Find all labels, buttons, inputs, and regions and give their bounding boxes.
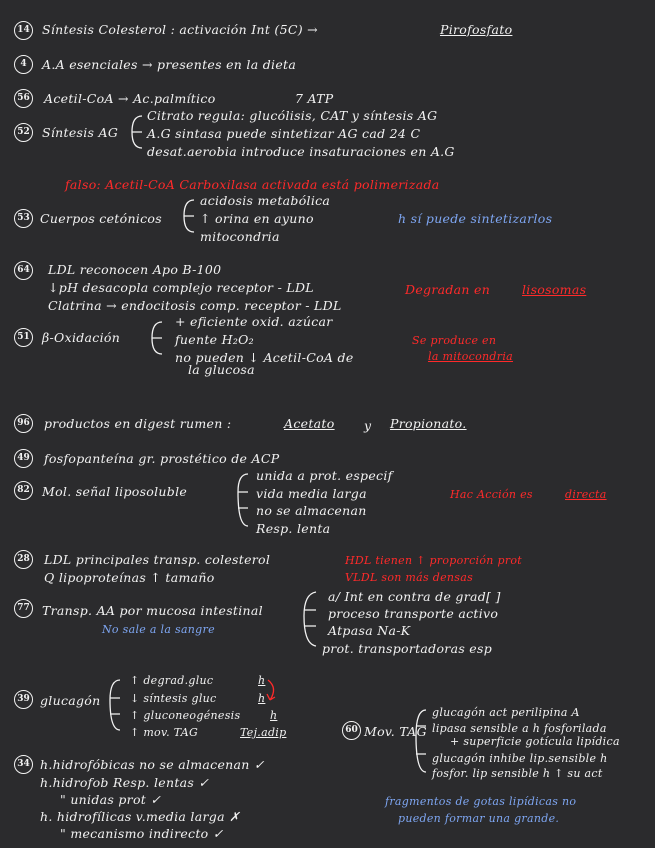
item-number-82: 82 bbox=[14, 481, 33, 500]
note-line: ↓pH desacopla complejo receptor - LDL bbox=[48, 280, 314, 295]
branch-label: Cuerpos cetónicos bbox=[40, 211, 162, 226]
note-line: A.A esenciales → presentes en la dieta bbox=[42, 57, 297, 72]
note-underlined: Propionato. bbox=[390, 416, 467, 431]
red-note: HDL tienen ↑ proporción prot bbox=[345, 554, 523, 567]
branch-item: + superficie gotícula lipídica bbox=[450, 735, 620, 748]
branch-item: glucagón inhibe lip.sensible h bbox=[432, 752, 608, 765]
branch-item: Atpasa Na-K bbox=[328, 623, 411, 638]
red-note-underlined: lisosomas bbox=[522, 282, 587, 297]
branch-item: acidosis metabólica bbox=[200, 193, 331, 208]
branch-item: proceso transporte activo bbox=[328, 606, 499, 621]
item-number-4: 4 bbox=[14, 55, 33, 74]
branch-item: mitocondria bbox=[200, 229, 280, 244]
note-line: fosfopanteína gr. prostético de ACP bbox=[44, 451, 280, 466]
red-note-falso: falso: Acetil-CoA Carboxilasa activada está polimerizada bbox=[65, 177, 440, 192]
item-number-52: 52 bbox=[14, 123, 33, 142]
branch-label: glucagón bbox=[40, 693, 101, 708]
item-number-77: 77 bbox=[14, 599, 33, 618]
branch-item: A.G sintasa puede sintetizar AG cad 24 C bbox=[147, 126, 421, 141]
branch-arrows bbox=[182, 196, 196, 236]
red-note-underlined: directa bbox=[565, 488, 607, 501]
branch-item: no se almacenan bbox=[256, 503, 367, 518]
branch-item: unida a prot. especif bbox=[256, 468, 393, 483]
branch-item-h: h bbox=[270, 709, 278, 722]
item-number-28: 28 bbox=[14, 550, 33, 569]
branch-arrows bbox=[150, 318, 164, 358]
note-underlined: Acetato bbox=[284, 416, 335, 431]
red-note: Se produce en bbox=[412, 334, 497, 347]
branch-item: a/ Int en contra de grad[ ] bbox=[328, 589, 501, 604]
branch-item: Resp. lenta bbox=[256, 521, 331, 536]
note-line: Q lipoproteínas ↑ tamaño bbox=[44, 570, 215, 585]
note-line: productos en digest rumen : bbox=[44, 416, 232, 431]
note-line: Clatrina → endocitosis comp. receptor - LDL bbox=[48, 298, 342, 313]
item-number-96: 96 bbox=[14, 414, 33, 433]
note-line: LDL reconocen Apo B-100 bbox=[48, 262, 222, 277]
note-atp: 7 ATP bbox=[295, 91, 334, 106]
item-number-56: 56 bbox=[14, 89, 33, 108]
red-note-underlined: la mitocondria bbox=[428, 350, 514, 363]
branch-item: ↓ síntesis gluc bbox=[130, 692, 217, 705]
item-number-34: 34 bbox=[14, 755, 33, 774]
branch-arrows bbox=[296, 588, 318, 650]
branch-label: Mol. señal liposoluble bbox=[42, 484, 188, 499]
branch-item: la glucosa bbox=[188, 362, 255, 377]
branch-item: fuente H₂O₂ bbox=[175, 332, 254, 347]
red-note: VLDL son más densas bbox=[345, 571, 474, 584]
red-note: Hac Acción es bbox=[450, 488, 533, 501]
branch-arrows bbox=[106, 676, 122, 734]
branch-item-tejido: Tej.adip bbox=[240, 726, 287, 739]
branch-label: β-Oxidación bbox=[42, 330, 121, 345]
item-number-53: 53 bbox=[14, 209, 33, 228]
branch-item: Citrato regula: glucólisis, CAT y síntesis AG bbox=[147, 108, 438, 123]
branch-arrows bbox=[236, 470, 250, 530]
note-line: " unidas prot ✓ bbox=[60, 792, 162, 807]
branch-item: desat.aerobia introduce insaturaciones en A.G bbox=[147, 144, 455, 159]
item-number-39: 39 bbox=[14, 690, 33, 709]
branch-item: no pueden ↓ Acetil-CoA de bbox=[175, 350, 354, 365]
branch-item: ↑ mov. TAG bbox=[130, 726, 199, 739]
note-line: " mecanismo indirecto ✓ bbox=[60, 826, 224, 841]
branch-item: ↑ orina en ayuno bbox=[200, 211, 314, 226]
note-line: h.hidrofob Resp. lentas ✓ bbox=[40, 775, 210, 790]
note-word: y bbox=[364, 418, 372, 433]
blue-note: pueden formar una grande. bbox=[398, 812, 560, 825]
item-number-64: 64 bbox=[14, 261, 33, 280]
branch-item: fosfor. lip sensible h ↑ su act bbox=[432, 767, 603, 780]
item-number-49: 49 bbox=[14, 449, 33, 468]
note-line: h.hidrofóbicas no se almacenan ✓ bbox=[40, 757, 265, 772]
branch-label: Transp. AA por mucosa intestinal bbox=[42, 603, 263, 618]
branch-item: ↑ gluconeogénesis bbox=[130, 709, 241, 722]
branch-arrows bbox=[412, 706, 428, 776]
note-line: h. hidrofílicas v.media larga ✗ bbox=[40, 809, 240, 824]
note-underlined: Pirofosfato bbox=[440, 22, 513, 37]
branch-item: lipasa sensible a h fosforilada bbox=[432, 722, 607, 735]
item-number-14: 14 bbox=[14, 21, 33, 40]
blue-note: No sale a la sangre bbox=[102, 623, 215, 636]
branch-label: Mov. TAG bbox=[364, 724, 427, 739]
branch-item-h: h bbox=[258, 674, 266, 687]
note-line: Acetil-CoA → Ac.palmítico bbox=[44, 91, 216, 106]
branch-arrows bbox=[130, 112, 144, 152]
branch-item: prot. transportadoras esp bbox=[322, 641, 493, 656]
branch-item: vida media larga bbox=[256, 486, 367, 501]
item-number-51: 51 bbox=[14, 328, 33, 347]
red-curve-arrow bbox=[266, 678, 280, 702]
red-note: Degradan en bbox=[405, 282, 491, 297]
branch-item: glucagón act perilipina A bbox=[432, 706, 580, 719]
blue-note: h sí puede sintetizarlos bbox=[398, 211, 553, 226]
item-number-60: 60 bbox=[342, 721, 361, 740]
note-line: LDL principales transp. colesterol bbox=[44, 552, 271, 567]
branch-label: Síntesis AG bbox=[42, 125, 119, 140]
branch-item: + eficiente oxid. azúcar bbox=[175, 314, 333, 329]
blue-note: fragmentos de gotas lipídicas no bbox=[385, 795, 577, 808]
branch-item-h: h bbox=[258, 692, 266, 705]
branch-item: ↑ degrad.gluc bbox=[130, 674, 214, 687]
note-line: Síntesis Colesterol : activación Int (5C) → bbox=[42, 22, 318, 37]
